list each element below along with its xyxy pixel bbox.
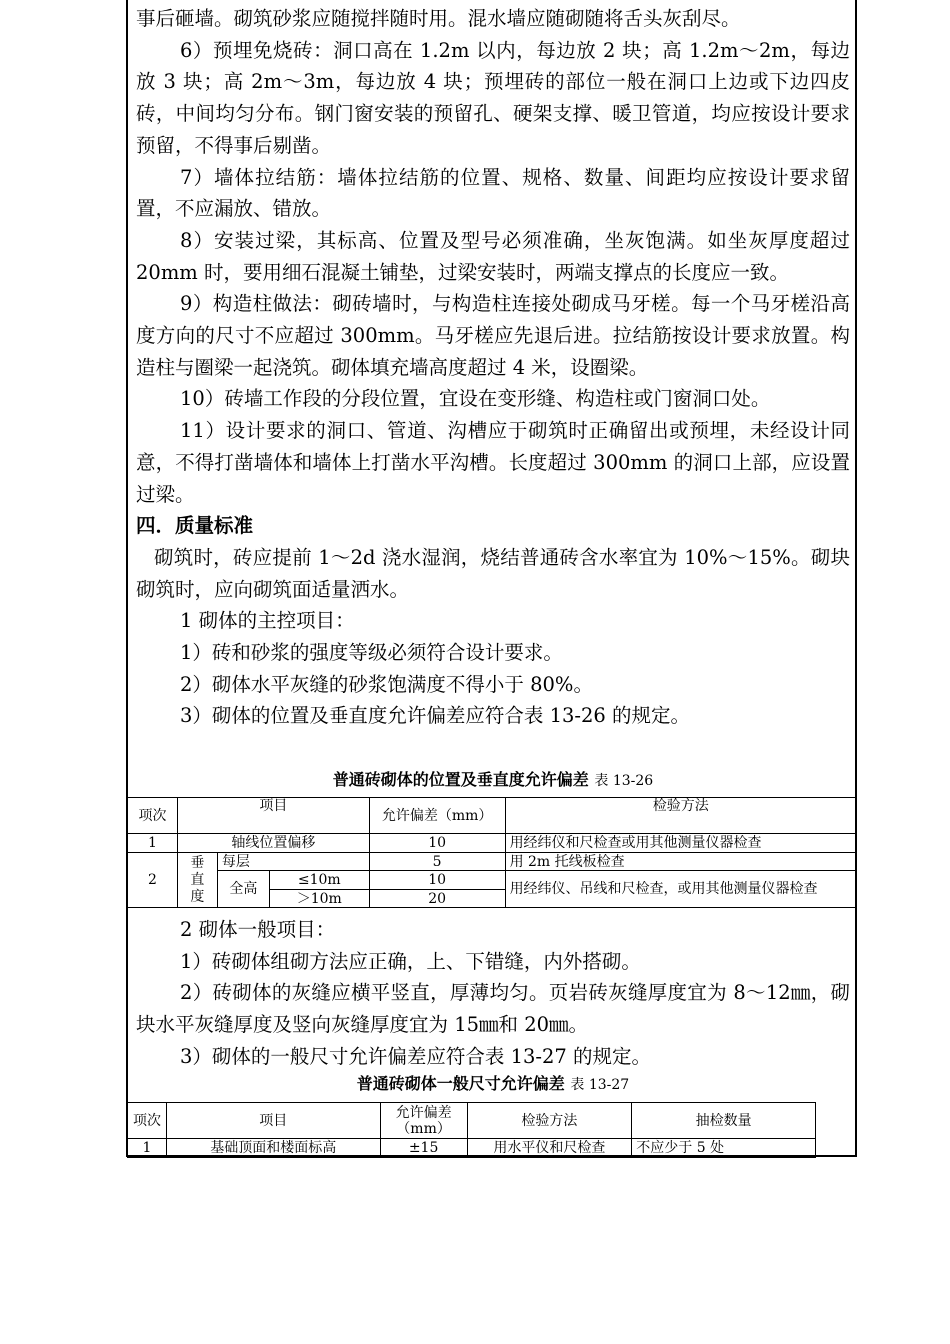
paragraph: 10）砖墙工作段的分段位置，宜设在变形缝、构造柱或门窗洞口处。 [180,387,771,411]
paragraph: 1 砌体的主控项目： [180,609,355,633]
table-header-row [128,1103,816,1139]
cell-seq: 2 [128,853,178,908]
header-tolerance: 允许偏差（mm） [380,1103,467,1139]
header-tolerance: 允许偏差（mm） [369,798,505,834]
general-items-text [136,914,850,1073]
cell-method: 用经纬仪、吊线和尺检查，或用其他测量仪器检查 [505,871,856,908]
paragraph: 3）砌体的位置及垂直度允许偏差应符合表 13-26 的规定。 [180,704,691,728]
paragraph: 6）预埋免烧砖：洞口高在 1.2m 以内，每边放 2 块；高 1.2m～2m，每边放 3 块；高 2m～3m，每边放 4 块；预埋砖的部位一般在洞口上边或下边四皮砖，中间均匀分布。钢门窗安装的预留孔、硬架支撑、暖卫管道，均应按设计要求预留，不得事后剔凿。 [136,38,850,157]
cell-tolerance: ±15 [380,1139,467,1158]
header-item: 项目 [177,798,369,834]
table-caption-title: 普通砖砌体一般尺寸允许偏差 [356,1074,565,1093]
table-header-row [128,798,857,834]
paragraph: 2）砌体水平灰缝的砂浆饱满度不得小于 80%。 [180,672,593,696]
cell-tolerance: 10 [369,871,505,890]
header-seq: 项次 [128,1103,167,1139]
header-method: 检验方法 [467,1103,632,1139]
paragraph: 2 砌体一般项目： [180,918,336,941]
cell-range: ≤10m [269,871,369,890]
cell-seq: 1 [128,834,178,853]
cell-range: ＞10m [269,890,369,908]
table-row [128,853,857,871]
paragraph: 1）砖砌体组砌方法应正确，上、下错缝，内外搭砌。 [180,949,641,973]
paragraph: 8）安装过梁，其标高、位置及型号必须准确，坐灰饱满。如坐灰厚度超过 20mm 时，要用细石混凝土铺垫，过梁安装时，两端支撑点的长度应一致。 [136,228,850,284]
group-char: 垂 [190,854,205,871]
table-row [128,871,857,890]
cell-per-floor: 每层 [217,853,369,871]
cell-tolerance: 20 [369,890,505,908]
table-row [128,1139,816,1158]
paragraph: 砌筑时，砖应提前 1～2d 浇水湿润，烧结普通砖含水率宜为 10%～15%。砌块砌筑时，应向砌筑面适量洒水。 [136,545,850,601]
paragraph: 11）设计要求的洞口、管道、沟槽应于砌筑时正确留出或预埋，未经设计同意，不得打凿墙体和墙体上打凿水平沟槽。长度超过 300mm 的洞口上部，应设置过梁。 [136,419,850,506]
table-caption [136,1071,850,1094]
cell-method: 用 2m 托线板检查 [505,853,856,871]
cell-tolerance: 10 [369,834,505,853]
cell-group-vertical [177,853,217,908]
header-quantity: 抽检数量 [632,1103,816,1139]
cell-item: 轴线位置偏移 [177,834,369,853]
cell-quantity: 不应少于 5 处 [632,1139,816,1158]
section-heading: 四．质量标准 [136,514,254,538]
header-seq: 项次 [128,798,178,834]
table-13-26 [127,797,857,908]
table-caption-number: 表 13-27 [570,1077,630,1093]
table-13-27 [127,1102,816,1158]
table-caption [136,767,850,790]
construction-text [136,3,850,732]
paragraph: 3）砌体的一般尺寸允许偏差应符合表 13-27 的规定。 [180,1044,652,1068]
paragraph: 7）墙体拉结筋：墙体拉结筋的位置、规格、数量、间距均应按设计要求留置，不应漏放、错放。 [136,165,850,221]
cell-method: 用经纬仪和尺检查或用其他测量仪器检查 [505,834,856,853]
header-item: 项目 [166,1103,380,1139]
paragraph: 事后砸墙。砌筑砂浆应随搅拌随时用。混水墙应随砌随将舌头灰刮尽。 [136,7,741,30]
header-method: 检验方法 [505,798,856,834]
cell-tolerance: 5 [369,853,505,871]
cell-full-height: 全高 [217,871,269,908]
paragraph: 1）砖和砂浆的强度等级必须符合设计要求。 [180,641,563,665]
cell-item: 基础顶面和楼面标高 [166,1139,380,1158]
cell-seq: 1 [128,1139,167,1158]
table-caption-number: 表 13-26 [594,773,654,789]
cell-method: 用水平仪和尺检查 [467,1139,632,1158]
group-char: 度 [190,888,205,905]
table-row [128,834,857,853]
table-caption-title: 普通砖砌体的位置及垂直度允许偏差 [332,770,589,789]
group-char: 直 [190,871,205,888]
paragraph: 9）构造柱做法：砌砖墙时，与构造柱连接处砌成马牙槎。每一个马牙槎沿高度方向的尺寸不应超过 300mm。马牙槎应先退后进。拉结筋按设计要求放置。构造柱与圈梁一起浇筑。砌体填充墙高度超过 4 米，设圈梁。 [136,292,850,379]
paragraph: 2）砖砌体的灰缝应横平竖直，厚薄均匀。页岩砖灰缝厚度宜为 8～12㎜，砌块水平灰缝厚度及竖向灰缝厚度宜为 15㎜和 20㎜。 [136,981,850,1037]
